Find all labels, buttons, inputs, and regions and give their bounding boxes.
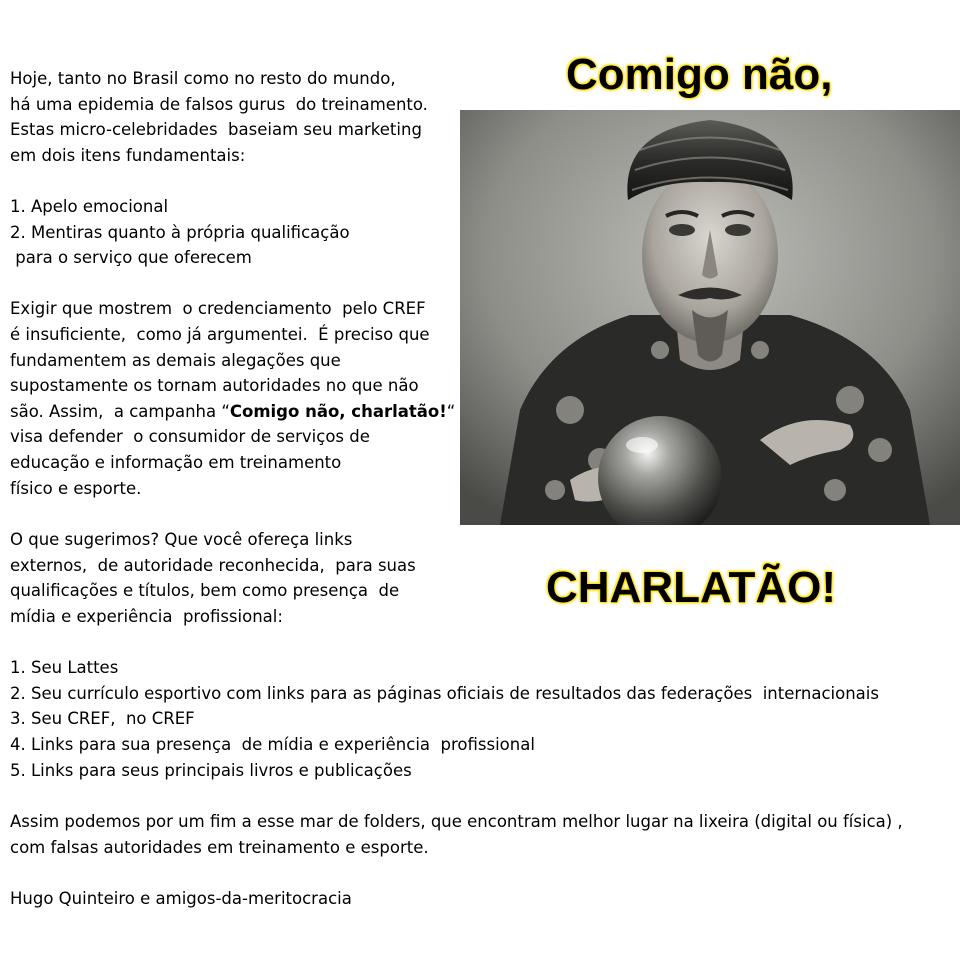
paragraph-line: físico e esporte.: [10, 479, 142, 498]
paragraph-line: qualificações e títulos, bem como presença de: [10, 581, 400, 600]
paragraph-line: Hoje, tanto no Brasil como no resto do mundo,: [10, 69, 396, 88]
campaign-suffix: “: [446, 402, 456, 421]
paragraph-line: O que sugerimos? Que você ofereça links: [10, 530, 353, 549]
paragraph-line: fundamentem as demais alegações que: [10, 351, 341, 370]
paragraph-line: Assim podemos por um fim a esse mar de folders, que encontram melhor lugar na lixeira (digital ou física) ,: [10, 812, 903, 831]
list-item: 2. Seu currículo esportivo com links para as páginas oficiais de resultados das federações internacionais: [10, 684, 879, 703]
paragraph-line: supostamente os tornam autoridades no que não: [10, 376, 419, 395]
campaign-name: Comigo não, charlatão!: [229, 402, 447, 421]
paragraph-line: visa defender o consumidor de serviços de: [10, 427, 370, 446]
list-item: 2. Mentiras quanto à própria qualificação: [10, 223, 350, 242]
paragraph-line: educação e informação em treinamento: [10, 453, 342, 472]
paragraph-line: [10, 399, 455, 425]
paragraph-line: mídia e experiência profissional:: [10, 607, 283, 626]
list-item: 4. Links para sua presença de mídia e experiência profissional: [10, 735, 535, 754]
headline-bottom: CHARLATÃO!: [546, 563, 837, 612]
fortune-teller-photo: [460, 110, 960, 525]
paragraph-line: é insuficiente, como já argumentei. É preciso que: [10, 325, 430, 344]
paragraph-line: externos, de autoridade reconhecida, para suas: [10, 556, 416, 575]
list-item: 5. Links para seus principais livros e publicações: [10, 761, 412, 780]
paragraph-line: em dois itens fundamentais:: [10, 146, 246, 165]
paragraph-line: Estas micro-celebridades baseiam seu marketing: [10, 120, 422, 139]
list-item: 1. Seu Lattes: [10, 658, 119, 677]
paragraph-line: há uma epidemia de falsos gurus do treinamento.: [10, 95, 428, 114]
list-item: 3. Seu CREF, no CREF: [10, 709, 195, 728]
list-item: 1. Apelo emocional: [10, 197, 169, 216]
signature: Hugo Quinteiro e amigos-da-meritocracia: [10, 889, 352, 908]
paragraph-line: com falsas autoridades em treinamento e esporte.: [10, 838, 429, 857]
headline-top: Comigo não,: [566, 50, 833, 99]
list-item: para o serviço que oferecem: [10, 248, 252, 267]
campaign-prefix: são. Assim, a campanha “: [10, 402, 230, 421]
paragraph-line: Exigir que mostrem o credenciamento pelo CREF: [10, 299, 426, 318]
